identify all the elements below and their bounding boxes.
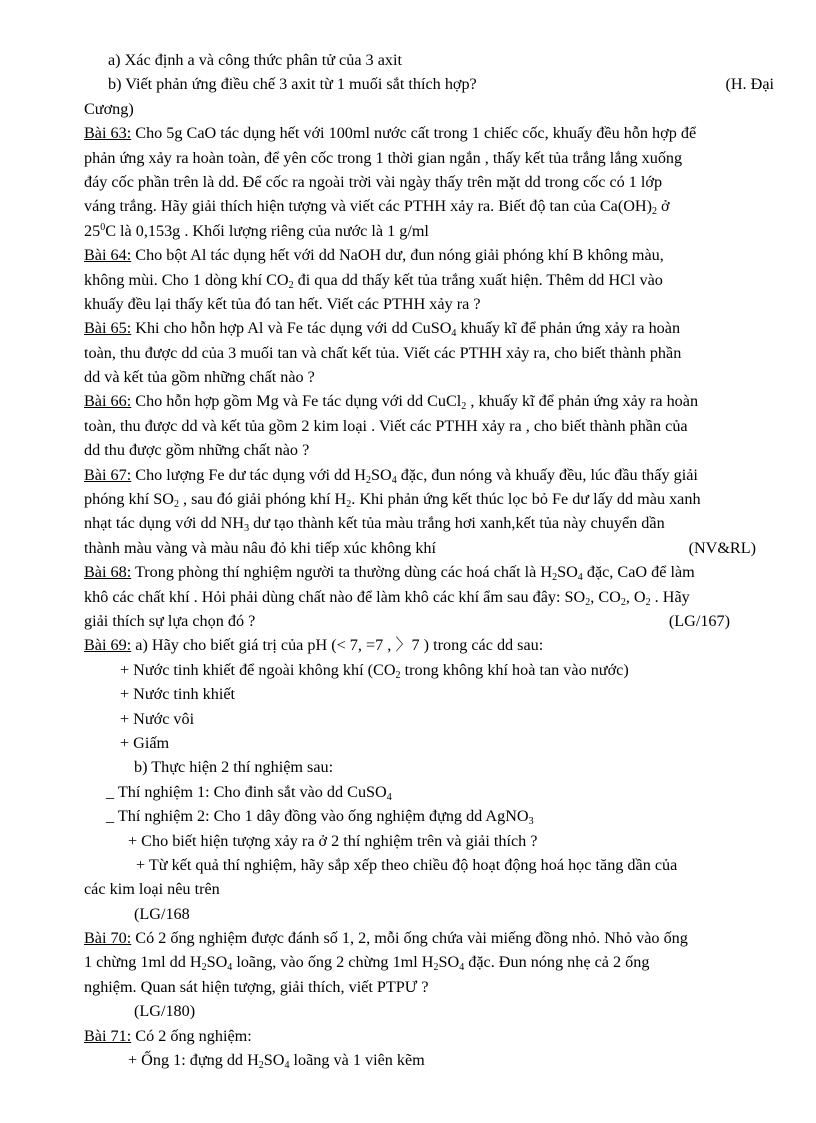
p68-text: khô các chất khí . Hỏi phải dùng chất nào để làm khô các khí ẩm sau đây: SO bbox=[84, 587, 586, 606]
p66-text: dd thu được gồm những chất nào ? bbox=[84, 441, 310, 460]
p64-text: Cho bột Al tác dụng hết với dd NaOH dư, đun nóng giải phóng khí B không màu, bbox=[131, 246, 664, 265]
subscript: 2 bbox=[365, 474, 371, 486]
p63-line-1 bbox=[84, 121, 774, 145]
p65-text: Khi cho hỗn hợp Al và Fe tác dụng với dd CuSO bbox=[131, 319, 452, 338]
p68-text: , CO bbox=[590, 587, 621, 606]
intro-b-source-cont-text: Cương) bbox=[84, 99, 134, 118]
p67-text: đặc, đun nóng và khuấy đều, lúc đầu thấy giải bbox=[396, 465, 698, 484]
subscript: 2 bbox=[585, 596, 591, 608]
p63-text: đáy cốc phần trên là dd. Để cốc ra ngoài trời vài ngày thấy trên mặt dd trong cốc có 1 lớp bbox=[84, 172, 663, 191]
p68-text: đặc, CaO để làm bbox=[582, 563, 695, 582]
p63-text: phản ứng xảy ra hoàn toàn, để yên cốc trong 1 thời gian ngắn , thấy kết tủa trắng lắng xuống bbox=[84, 148, 683, 167]
p70-source-text: (LG/180) bbox=[134, 1002, 196, 1021]
subscript: 2 bbox=[395, 669, 401, 681]
p69-text: _ Thí nghiệm 2: Cho 1 dây đồng vào ống nghiệm đựng dd AgNO bbox=[106, 807, 529, 826]
intro-a-text: a) Xác định a và công thức phân tử của 3 axit bbox=[108, 51, 402, 69]
p68-line-1 bbox=[84, 560, 774, 584]
subscript: 2 bbox=[552, 572, 558, 584]
p67-text: SO bbox=[370, 465, 392, 484]
p69-text: trong không khí hoà tan vào nước) bbox=[400, 660, 629, 679]
p63-text: C là 0,153g . Khối lượng riêng của nước là 1 g/ml bbox=[105, 221, 429, 240]
p69-text: các kim loại nêu trên bbox=[84, 880, 220, 899]
subscript: 2 bbox=[201, 962, 207, 974]
subscript: 2 bbox=[173, 499, 179, 511]
p68-text: SO bbox=[557, 563, 578, 582]
p68-line-3 bbox=[84, 609, 774, 633]
p71-line-1 bbox=[84, 1024, 774, 1048]
p69-question-2 bbox=[84, 853, 774, 877]
p69-item-2 bbox=[84, 682, 774, 706]
subscript: 2 bbox=[346, 499, 352, 511]
p65-text: khuấy kĩ để phản ứng xảy ra hoàn bbox=[456, 319, 681, 338]
intro-b-source: (H. Đại bbox=[725, 75, 774, 94]
p63-label: Bài 63: bbox=[84, 124, 132, 143]
p65-label: Bài 65: bbox=[84, 319, 132, 338]
subscript: 4 bbox=[284, 1060, 290, 1072]
p64-text: đi qua dd thấy kết tủa trắng xuất hiện. Thêm dd HCl vào bbox=[293, 270, 663, 289]
p65-line-3 bbox=[84, 365, 774, 389]
subscript: 3 bbox=[528, 816, 534, 828]
p69-experiment-2 bbox=[84, 804, 774, 828]
p66-label: Bài 66: bbox=[84, 392, 132, 411]
p67-label: Bài 67: bbox=[84, 465, 132, 484]
subscript: 3 bbox=[244, 523, 250, 535]
subscript: 4 bbox=[451, 328, 457, 340]
p67-text: , sau đó giải phóng khí H bbox=[178, 490, 347, 509]
p65-text: toàn, thu được dd của 3 muối tan và chất kết tủa. Viết các PTHH xảy ra, cho biết thành phần bbox=[84, 343, 682, 362]
p68-text: , O bbox=[625, 587, 646, 606]
p69-source bbox=[84, 902, 774, 926]
subscript: 2 bbox=[288, 279, 294, 291]
p64-text: khuấy đều lại thấy kết tủa đó tan hết. Viết các PTHH xảy ra ? bbox=[84, 294, 481, 313]
p67-line-2 bbox=[84, 487, 774, 511]
subscript: 4 bbox=[577, 572, 583, 584]
p63-text: váng trắng. Hãy giải thích hiện tượng và viết các PTHH xảy ra. Biết độ tan của Ca(OH) bbox=[84, 197, 652, 216]
p67-text: . Khi phản ứng kết thúc lọc bỏ Fe dư lấy dd màu xanh bbox=[351, 490, 701, 509]
p69-source-text: (LG/168 bbox=[134, 904, 190, 923]
p71-item-1 bbox=[84, 1048, 774, 1072]
document-page bbox=[84, 48, 774, 1072]
subscript: 2 bbox=[620, 596, 626, 608]
p69-item-4 bbox=[84, 731, 774, 755]
subscript: 4 bbox=[227, 962, 233, 974]
p70-line-1 bbox=[84, 926, 774, 950]
p69-experiment-1 bbox=[84, 780, 774, 804]
p67-text: dư tạo thành kết tủa màu trắng hơi xanh,kết tủa này chuyển dần bbox=[249, 514, 665, 533]
p68-source: (LG/167) bbox=[668, 611, 730, 630]
p67-text: nhạt tác dụng với dd NH bbox=[84, 514, 245, 533]
p63-line-5 bbox=[84, 219, 774, 243]
p66-line-1 bbox=[84, 389, 774, 413]
p71-text: loãng và 1 viên kẽm bbox=[289, 1051, 425, 1070]
p69-item-1 bbox=[84, 658, 774, 682]
p70-text: SO bbox=[438, 953, 460, 972]
p69-item-3 bbox=[84, 707, 774, 731]
p70-source bbox=[84, 999, 774, 1023]
p69-text: + Nước tinh khiết bbox=[120, 685, 236, 704]
p63-line-3 bbox=[84, 170, 774, 194]
p68-text: giải thích sự lựa chọn đó ? bbox=[84, 611, 256, 630]
p64-line-3 bbox=[84, 292, 774, 316]
p68-label: Bài 68: bbox=[84, 563, 132, 582]
p67-text: Cho lượng Fe dư tác dụng với dd H bbox=[131, 465, 366, 484]
p68-text: Trong phòng thí nghiệm người ta thường dùng các hoá chất là H bbox=[131, 563, 553, 582]
p71-text: Có 2 ống nghiệm: bbox=[131, 1026, 252, 1045]
p67-text: thành màu vàng và màu nâu đỏ khi tiếp xúc không khí bbox=[84, 538, 437, 557]
p68-text: . Hãy bbox=[650, 587, 690, 606]
p63-text: Cho 5g CaO tác dụng hết với 100ml nước cất trong 1 chiếc cốc, khuấy đều hỗn hợp để bbox=[131, 124, 697, 143]
p65-text: dd và kết tủa gồm những chất nào ? bbox=[84, 368, 315, 387]
intro-b-source-cont bbox=[84, 97, 774, 121]
superscript: 0 bbox=[100, 221, 106, 233]
p69-text: + Nước vôi bbox=[120, 709, 195, 728]
p66-text: Cho hỗn hợp gồm Mg và Fe tác dụng với dd CuCl bbox=[131, 392, 462, 411]
subscript: 2 bbox=[258, 1060, 264, 1072]
p66-text: toàn, thu được dd và kết tủa gồm 2 kim loại . Viết các PTHH xảy ra , cho biết thành phần của bbox=[84, 416, 688, 435]
p69-text: + Nước tinh khiết để ngoài không khí (CO bbox=[120, 660, 396, 679]
p69-question-1 bbox=[84, 829, 774, 853]
p63-line-2 bbox=[84, 146, 774, 170]
subscript: 2 bbox=[433, 962, 439, 974]
p69-label: Bài 69: bbox=[84, 636, 132, 655]
p67-line-1 bbox=[84, 463, 774, 487]
p69-text: b) Thực hiện 2 thí nghiệm sau: bbox=[134, 758, 334, 777]
p70-text: nghiệm. Quan sát hiện tượng, giải thích, viết PTPƯ ? bbox=[84, 977, 429, 996]
intro-a bbox=[84, 48, 774, 72]
p66-line-2 bbox=[84, 414, 774, 438]
p70-text: 1 chừng 1ml dd H bbox=[84, 953, 202, 972]
p70-label: Bài 70: bbox=[84, 929, 132, 948]
p70-text: SO bbox=[206, 953, 228, 972]
p63-line-4 bbox=[84, 194, 774, 218]
p67-source: (NV&RL) bbox=[688, 538, 756, 557]
p69-part-b bbox=[84, 755, 774, 779]
subscript: 2 bbox=[461, 401, 467, 413]
p66-text: , khuấy kĩ để phản ứng xảy ra hoàn bbox=[466, 392, 699, 411]
p71-label: Bài 71: bbox=[84, 1026, 132, 1045]
p71-text: + Ống 1: đựng dd H bbox=[128, 1051, 259, 1070]
p68-line-2 bbox=[84, 585, 774, 609]
p69-question-2-cont bbox=[84, 877, 774, 901]
intro-b bbox=[84, 72, 774, 96]
p69-text: + Giấm bbox=[120, 733, 170, 752]
p64-line-1 bbox=[84, 243, 774, 267]
p69-text: _ Thí nghiệm 1: Cho đinh sắt vào dd CuSO bbox=[106, 782, 387, 801]
p69-text: + Cho biết hiện tượng xảy ra ở 2 thí nghiệm trên và giải thích ? bbox=[128, 831, 538, 850]
p64-line-2 bbox=[84, 268, 774, 292]
p67-text: phóng khí SO bbox=[84, 490, 174, 509]
subscript: 2 bbox=[645, 596, 651, 608]
subscript: 2 bbox=[652, 206, 657, 218]
p64-text: không mùi. Cho 1 dòng khí CO bbox=[84, 270, 289, 289]
p66-line-3 bbox=[84, 438, 774, 462]
p65-line-2 bbox=[84, 341, 774, 365]
p63-text: 25 bbox=[84, 221, 101, 240]
subscript: 4 bbox=[386, 791, 392, 803]
p70-text: đặc. Đun nóng nhẹ cả 2 ống bbox=[464, 953, 650, 972]
p70-line-3 bbox=[84, 975, 774, 999]
p67-line-3 bbox=[84, 511, 774, 535]
p71-text: SO bbox=[263, 1051, 285, 1070]
p70-line-2 bbox=[84, 950, 774, 974]
subscript: 4 bbox=[459, 962, 465, 974]
intro-b-text: b) Viết phản ứng điều chế 3 axit từ 1 muối sắt thích hợp? bbox=[108, 75, 477, 94]
p69-text: + Từ kết quả thí nghiệm, hãy sắp xếp theo chiều độ hoạt động hoá học tăng dần của bbox=[136, 855, 678, 874]
p64-label: Bài 64: bbox=[84, 246, 132, 265]
p63-text: ở bbox=[657, 197, 670, 216]
p70-text: loãng, vào ống 2 chừng 1ml H bbox=[232, 953, 434, 972]
subscript: 4 bbox=[391, 474, 397, 486]
p67-line-4 bbox=[84, 536, 774, 560]
p70-text: Có 2 ống nghiệm được đánh số 1, 2, mỗi ống chứa vài miếng đồng nhỏ. Nhỏ vào ống bbox=[131, 929, 688, 948]
p69-text: a) Hãy cho biết giá trị của pH (< 7, =7 , 〉7 ) trong các dd sau: bbox=[131, 636, 544, 655]
p65-line-1 bbox=[84, 316, 774, 340]
p69-line-1 bbox=[84, 633, 774, 657]
